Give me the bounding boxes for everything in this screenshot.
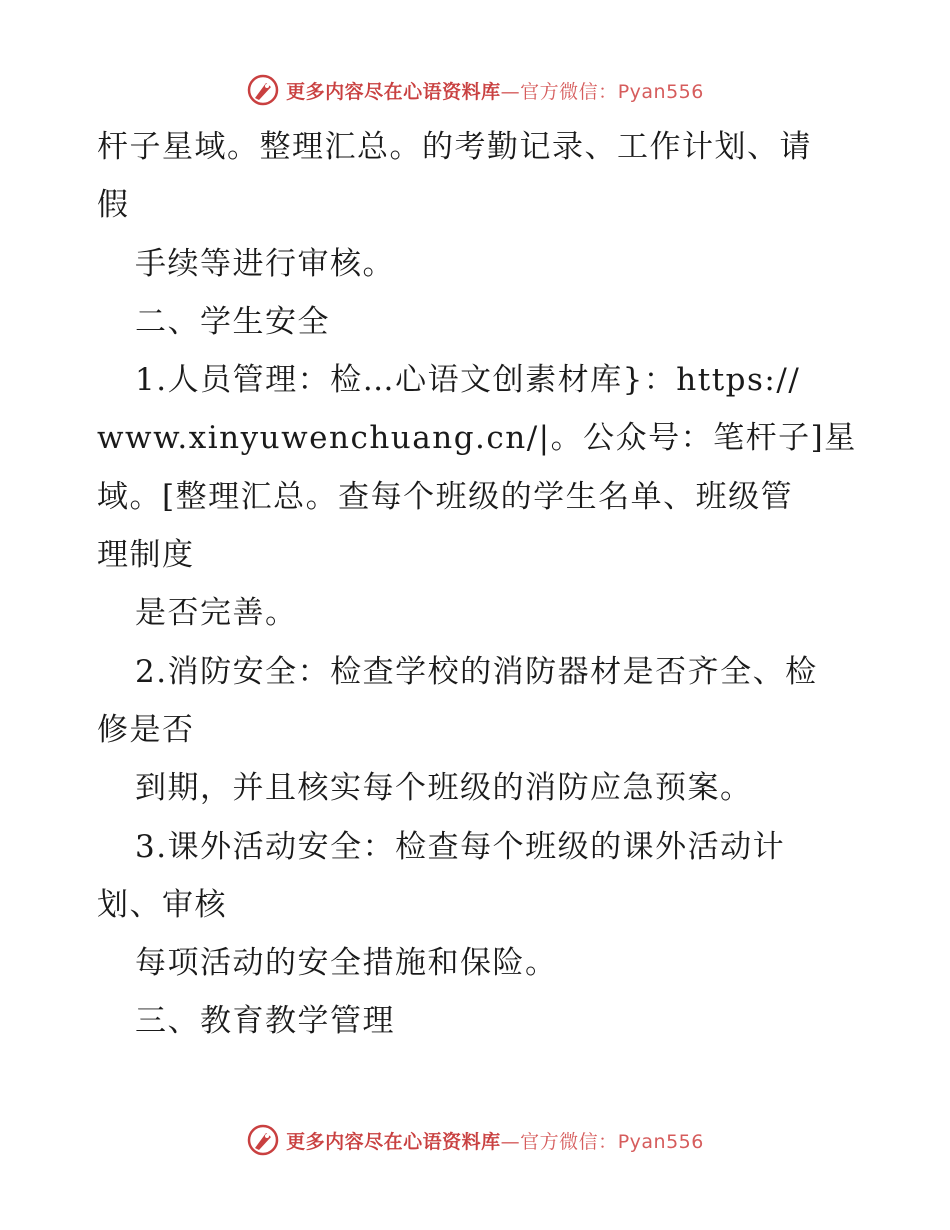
text-line: 每项活动的安全措施和保险。 — [135, 945, 558, 982]
text-line: 1.人员管理：检…心语文创素材库}：https:// — [135, 362, 801, 399]
text-line: 到期，并且核实每个班级的消防应急预案。 — [135, 770, 753, 807]
text-line: 手续等进行审核。 — [135, 245, 395, 282]
text-line: 3.课外活动安全：检查每个班级的课外活动计 — [135, 828, 786, 865]
text-line: 2.消防安全：检查学校的消防器材是否齐全、检 — [135, 653, 818, 690]
header-banner — [0, 70, 950, 110]
banner-text: 更多内容尽在心语资料库—官方微信：Pyan556 — [286, 1130, 704, 1153]
section-heading: 三、教育教学管理 — [135, 1003, 395, 1040]
pen-nib-logo-icon — [246, 1123, 280, 1157]
text-line: 理制度 — [97, 537, 195, 574]
pen-nib-logo-icon — [246, 73, 280, 107]
section-heading: 二、学生安全 — [135, 303, 330, 340]
text-line: 划、审核 — [97, 886, 227, 923]
document-body — [97, 118, 877, 1051]
text-line: 修是否 — [97, 711, 195, 748]
text-line: 是否完善。 — [135, 595, 298, 632]
text-line: 杆子星域。整理汇总。的考勤记录、工作计划、请 — [97, 129, 812, 165]
text-line: 域。[整理汇总。查每个班级的学生名单、班级管 — [97, 478, 794, 515]
text-line: 假 — [97, 187, 130, 224]
text-line: www.xinyuwenchuang.cn/|。公众号：笔杆子]星 — [97, 420, 857, 457]
banner-text: 更多内容尽在心语资料库—官方微信：Pyan556 — [286, 80, 704, 103]
footer-banner — [0, 1120, 950, 1160]
